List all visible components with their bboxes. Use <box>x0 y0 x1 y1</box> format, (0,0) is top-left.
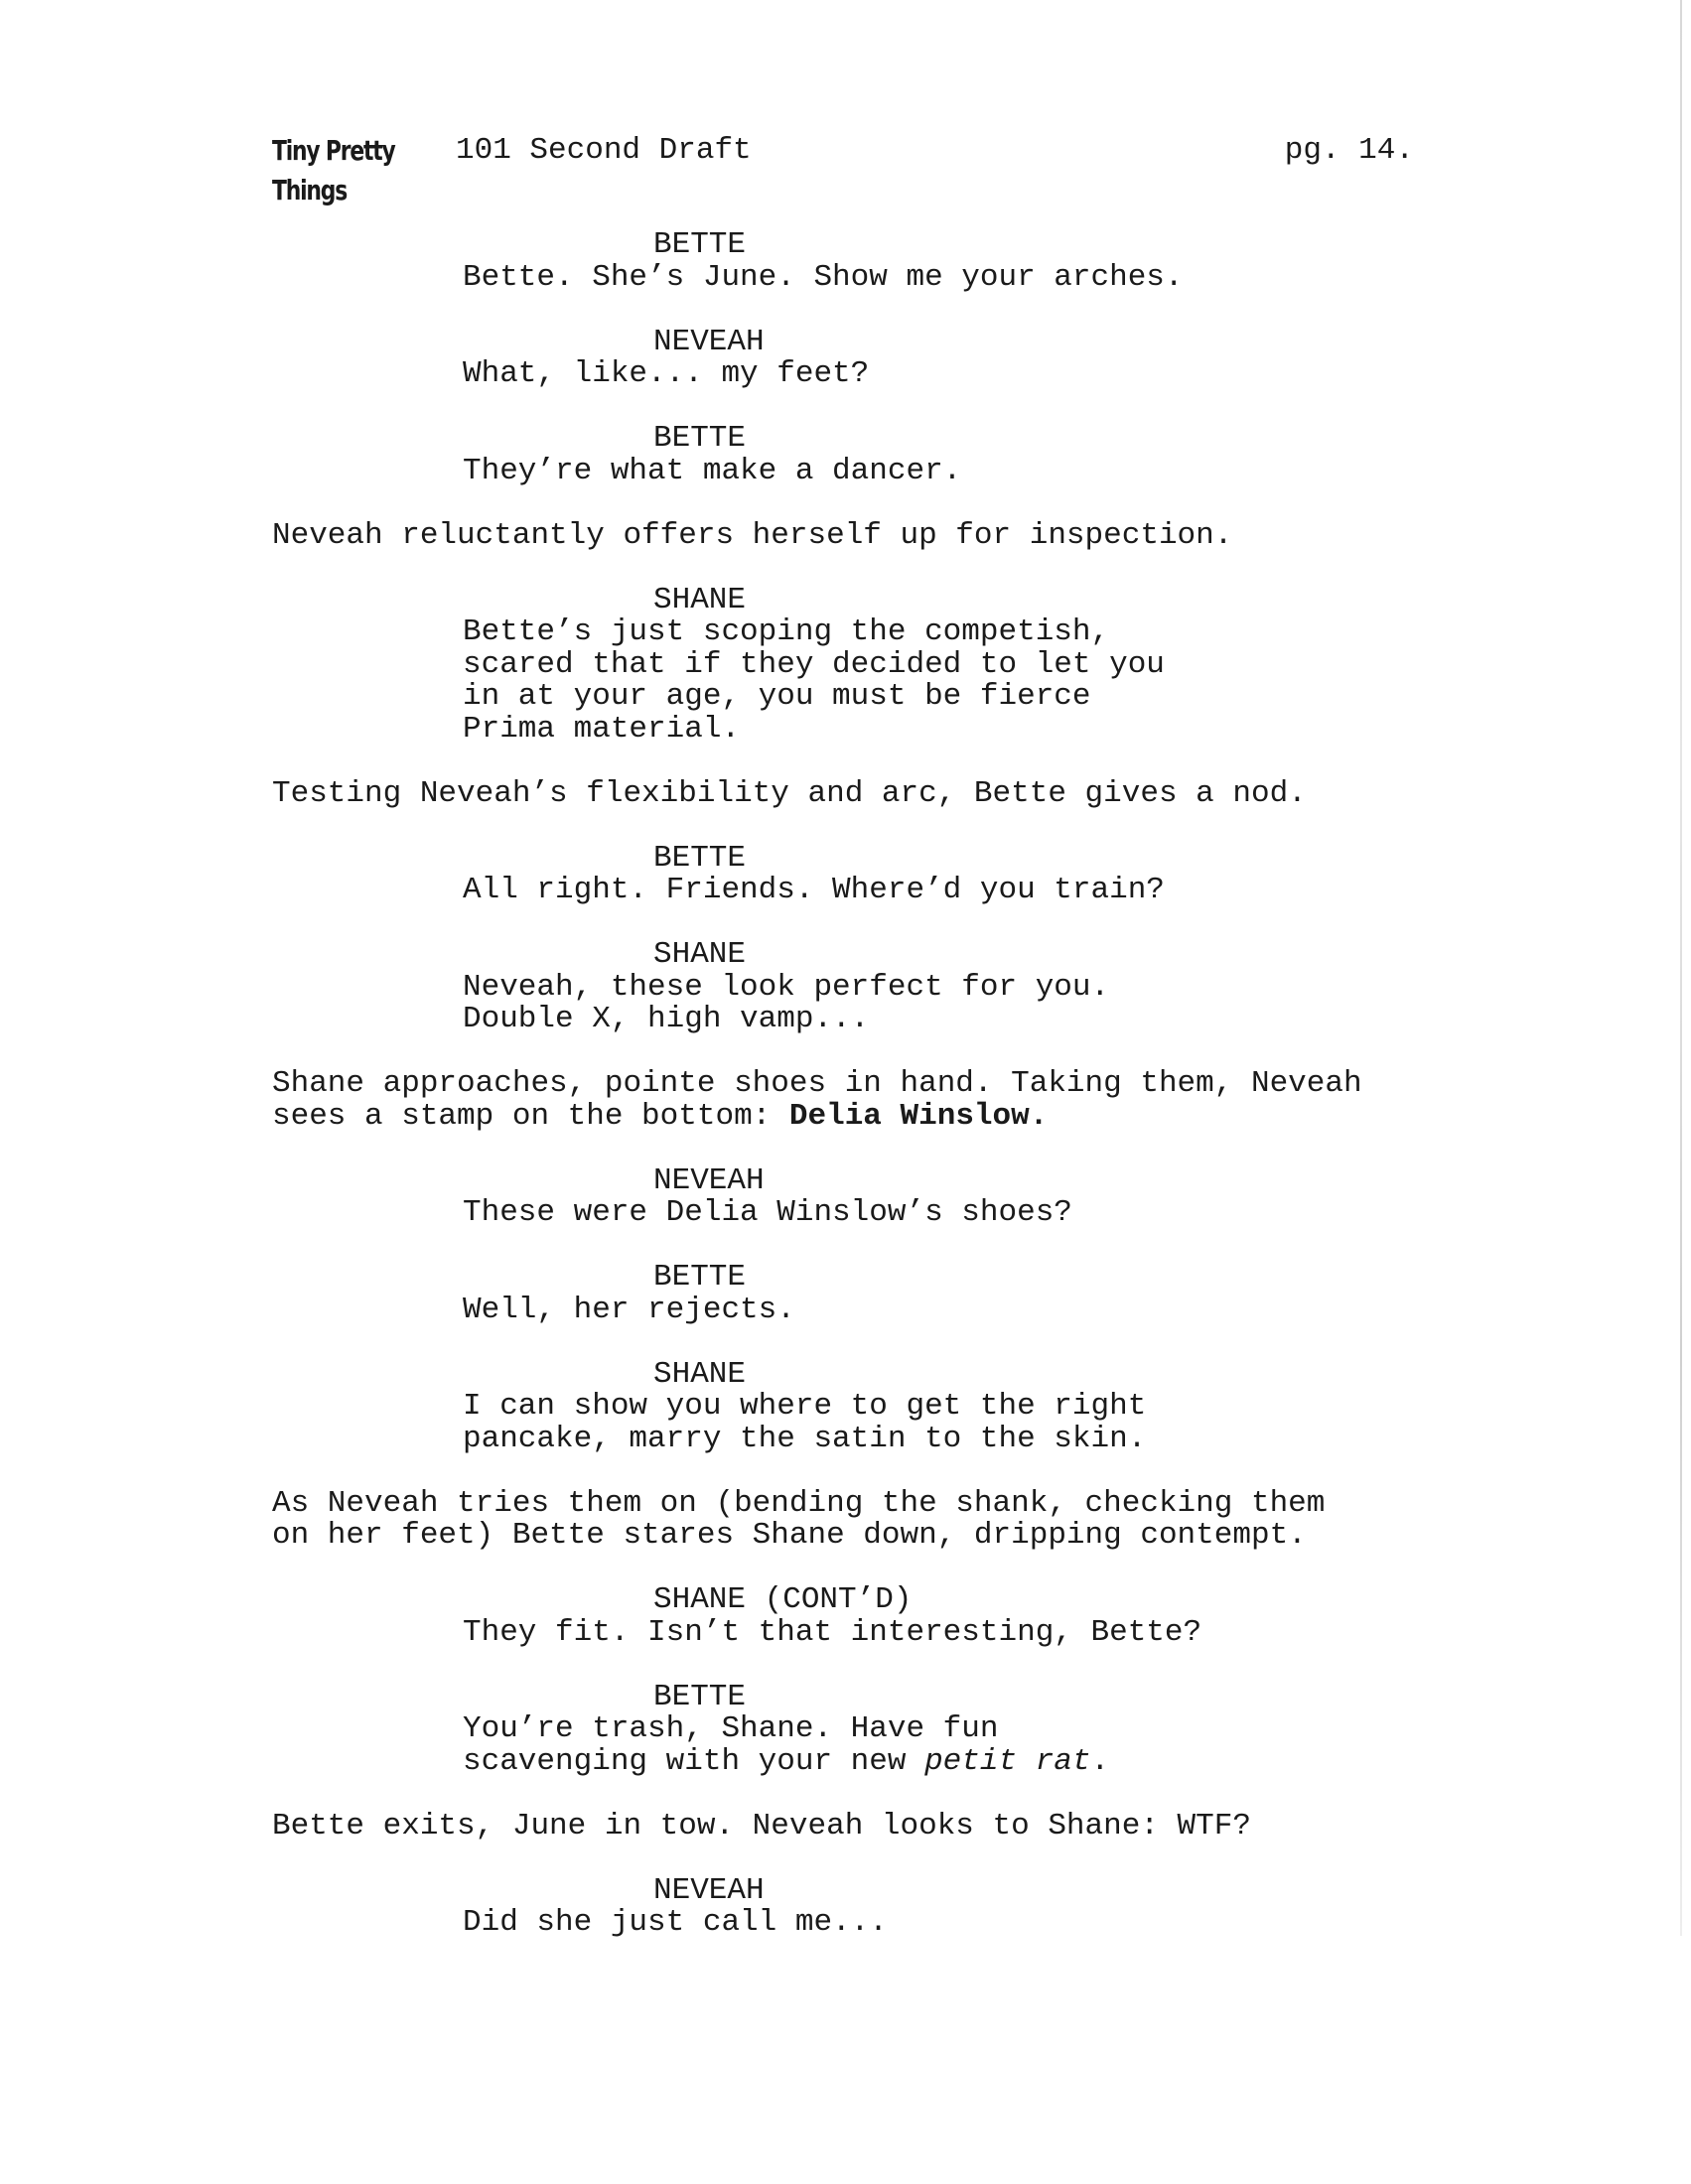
dialogue-line <box>463 1197 1072 1230</box>
dialogue-line <box>463 1907 888 1940</box>
dialogue-line <box>463 453 962 488</box>
dialogue-line-text: Well, her rejects. <box>463 1292 795 1327</box>
character-cue: BETTE <box>653 1679 747 1714</box>
dialogue-line-text: These were Delia Winslow’s shoes? <box>463 1195 1072 1230</box>
dialogue-line-text: scavenging with your new <box>463 1743 925 1779</box>
character-cue: BETTE <box>653 840 747 876</box>
show-title: Tiny Pretty Things <box>272 134 395 206</box>
character-cue: SHANE <box>653 582 747 617</box>
action-line <box>272 1520 1307 1553</box>
dialogue-line-text: pancake, marry the satin to the skin. <box>463 1421 1147 1456</box>
action-line <box>272 517 1233 553</box>
character-cue: BETTE <box>653 227 747 262</box>
dialogue-line <box>463 875 1165 907</box>
action-line-text: As Neveah tries them on (bending the shank, checking them <box>272 1485 1326 1521</box>
action-line-text: Shane approaches, pointe shoes in hand. Taking them, Neveah <box>272 1066 1362 1101</box>
dialogue-line <box>463 1391 1146 1424</box>
dialogue-line-text: scared that if they decided to let you <box>463 646 1165 682</box>
character-cue: NEVEAH <box>653 1162 765 1198</box>
dialogue-line <box>463 1421 1147 1456</box>
dialogue-line-text: Double X, high vamp... <box>463 1002 870 1036</box>
dialogue-line-text: Bette’s just scoping the competish, <box>463 614 1110 649</box>
action-line-text: sees a stamp on the bottom: <box>272 1098 789 1134</box>
dialogue-line <box>463 1743 1110 1779</box>
character-cue: NEVEAH <box>653 1872 765 1908</box>
dialogue-line-text: in at your age, you must be fierce <box>463 679 1091 714</box>
action-line <box>272 1068 1362 1101</box>
dialogue-line <box>463 1713 999 1746</box>
dialogue-line <box>463 969 1110 1005</box>
dialogue-line-text: Bette. She’s June. Show me your arches. <box>463 259 1184 295</box>
action-line-text: on her feet) Bette stares Shane down, dripping contempt. <box>272 1518 1307 1553</box>
dialogue-line <box>463 681 1091 714</box>
character-cue: BETTE <box>653 421 747 456</box>
character-cue: SHANE <box>653 1356 747 1392</box>
dialogue-line-text: Prima material. <box>463 711 741 747</box>
dialogue-line <box>463 259 1184 295</box>
dialogue-line-text: Did she just call me... <box>463 1905 888 1940</box>
dialogue-line-text: Neveah, these look perfect for you. <box>463 969 1110 1005</box>
action-line <box>272 1808 1251 1843</box>
dialogue-line <box>463 1004 869 1036</box>
character-cue: NEVEAH <box>653 324 765 359</box>
dialogue-line <box>463 358 869 391</box>
page-number: pg. 14. <box>1284 133 1414 168</box>
action-line <box>272 1098 1049 1134</box>
dialogue-line-text: They’re what make a dancer. <box>463 453 962 488</box>
dialogue-line <box>463 616 1109 649</box>
dialogue-line-text: What, like... my feet? <box>463 356 870 391</box>
action-line-text: Neveah reluctantly offers herself up for inspection. <box>272 517 1233 553</box>
character-cue: BETTE <box>653 1260 747 1295</box>
dialogue-suffix: . <box>1090 1743 1110 1779</box>
action-line <box>272 775 1307 811</box>
action-line-text: Testing Neveah’s flexibility and arc, Bette gives a nod. <box>272 775 1307 811</box>
dialogue-line <box>463 1614 1202 1650</box>
emphasized-name: Delia Winslow. <box>788 1098 1049 1134</box>
dialogue-line-text: They fit. Isn’t that interesting, Bette? <box>463 1614 1202 1650</box>
page-edge-shadow <box>1680 0 1682 1936</box>
character-cue: SHANE (CONT’D) <box>653 1582 913 1617</box>
dialogue-line-text: You’re trash, Shane. Have fun <box>463 1711 999 1746</box>
action-line-text: Bette exits, June in tow. Neveah looks to Shane: WTF? <box>272 1808 1251 1843</box>
italic-phrase: petit rat <box>924 1743 1091 1779</box>
draft-label: 101 Second Draft <box>456 133 752 168</box>
dialogue-line-text: All right. Friends. Where’d you train? <box>463 873 1165 907</box>
dialogue-line <box>463 1292 795 1327</box>
dialogue-line <box>463 711 741 747</box>
dialogue-line-text: I can show you where to get the right <box>463 1389 1147 1424</box>
action-line <box>272 1485 1326 1521</box>
character-cue: SHANE <box>653 937 747 972</box>
dialogue-line <box>463 646 1165 682</box>
